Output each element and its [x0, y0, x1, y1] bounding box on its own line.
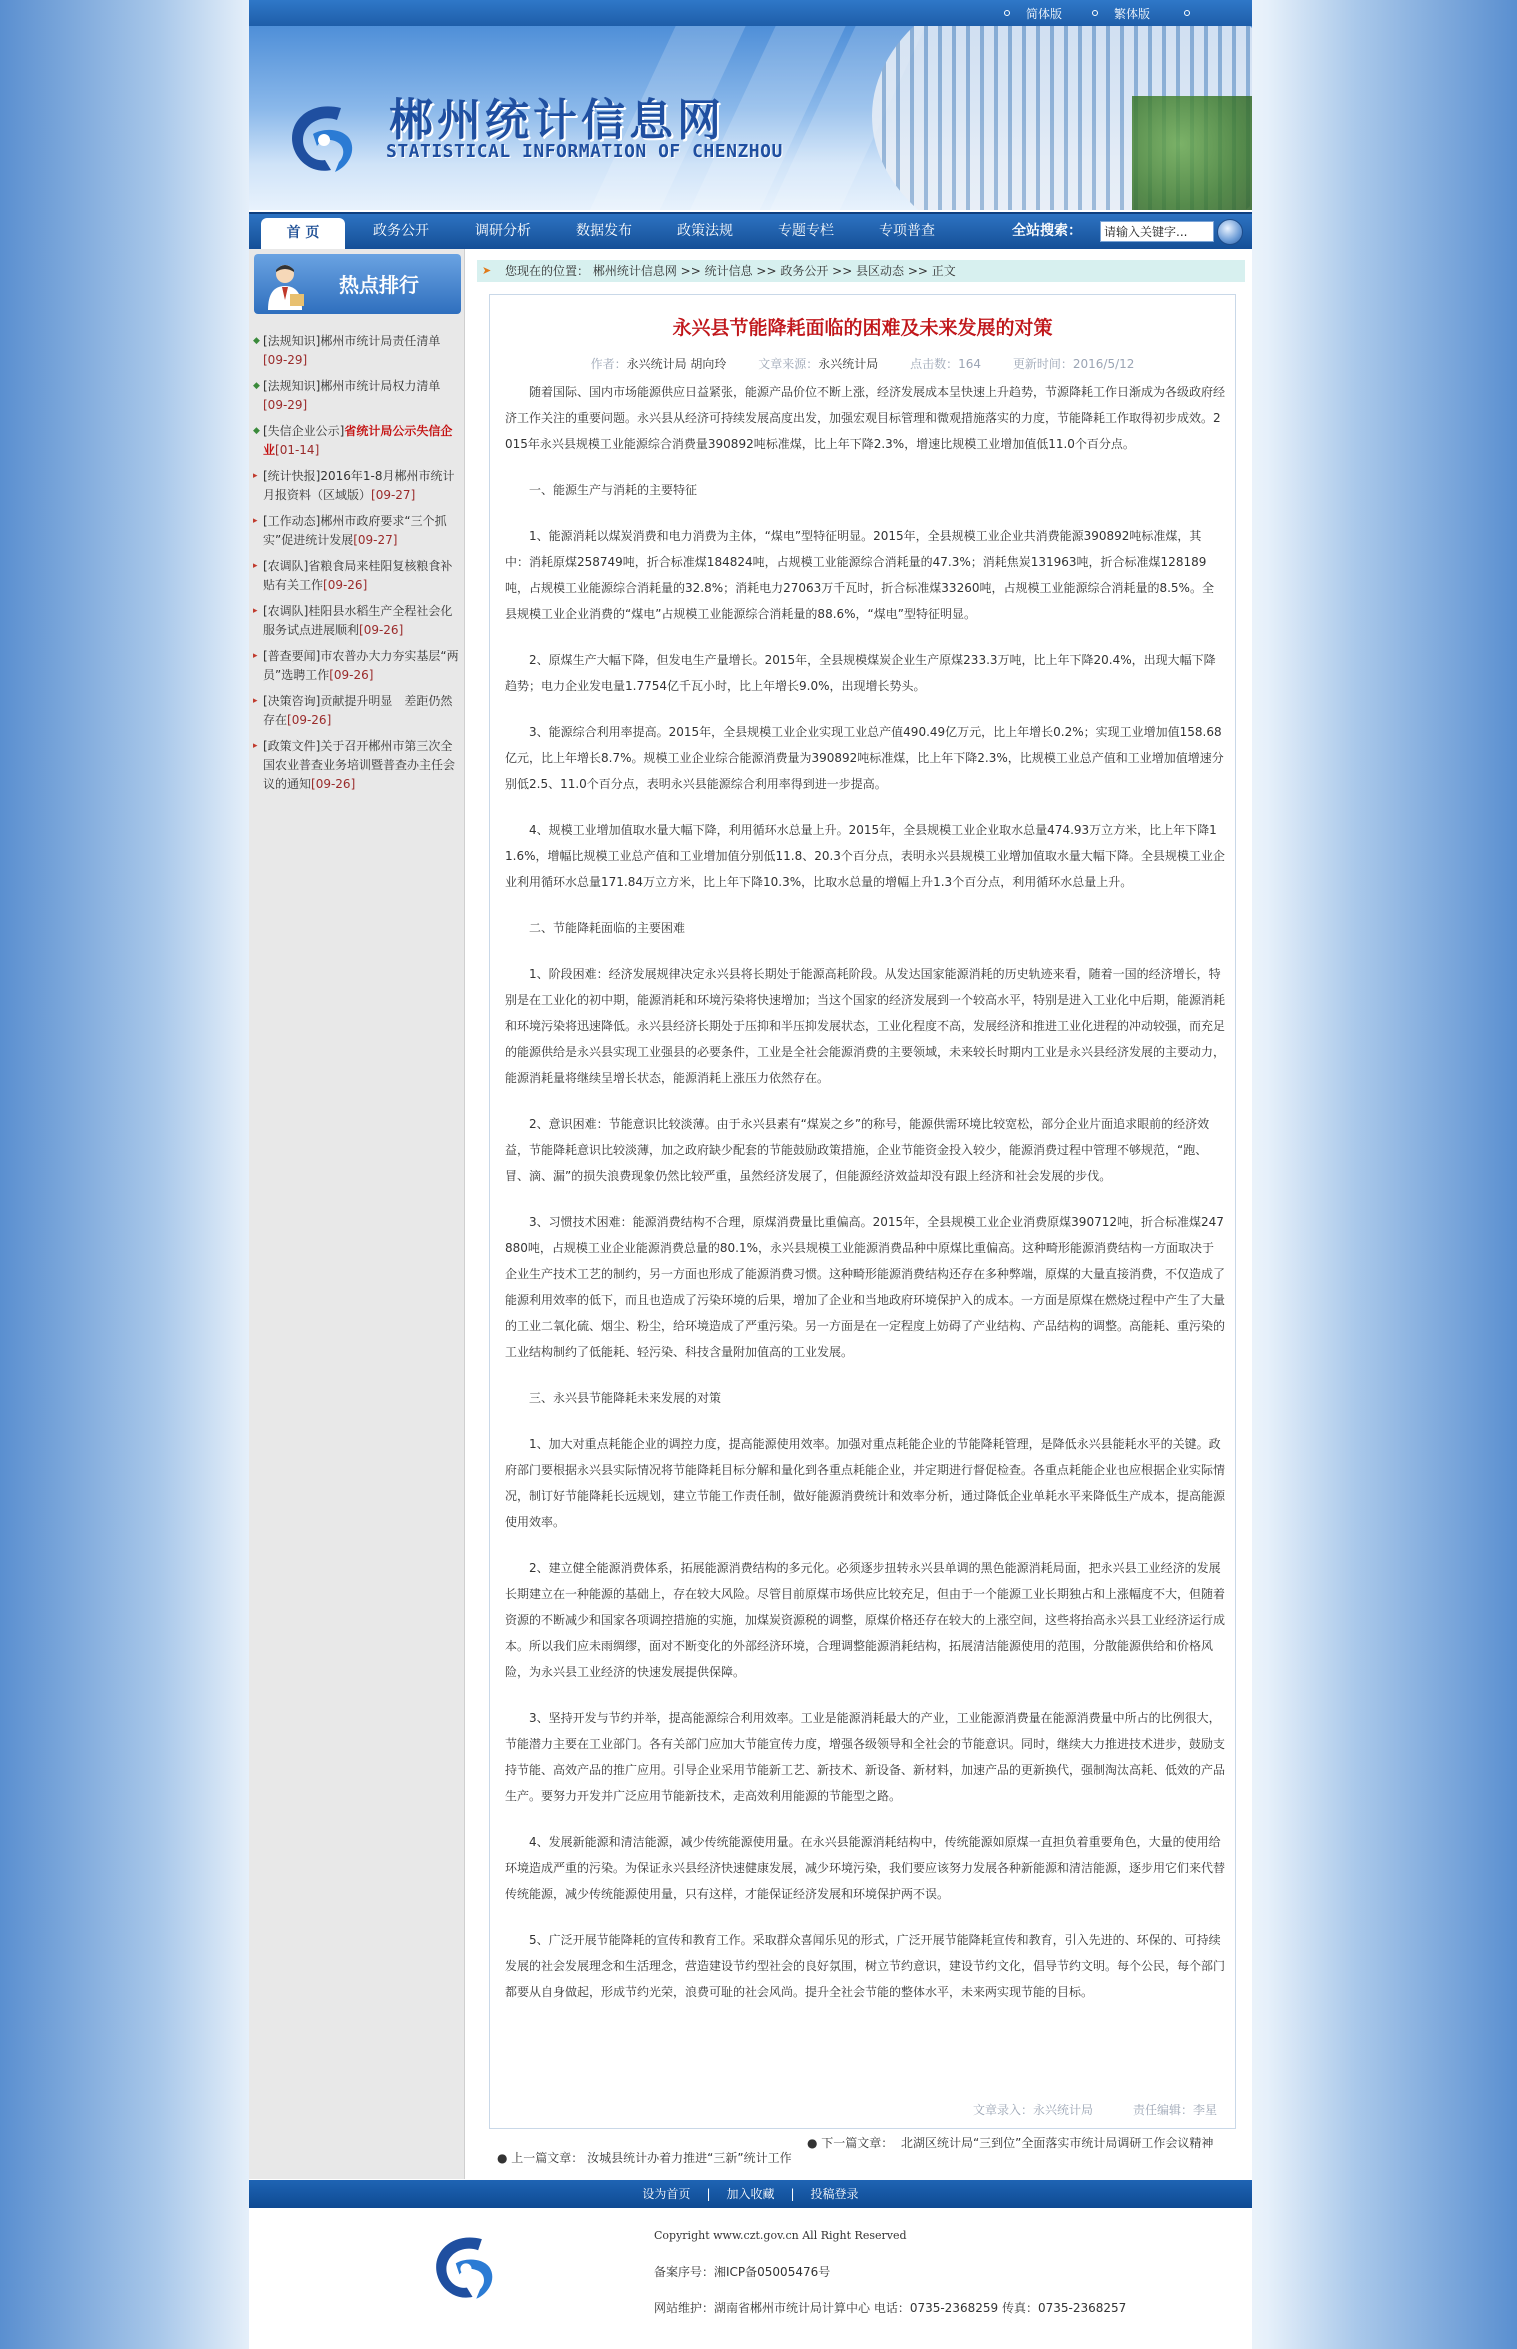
article-title: 永兴县节能降耗面临的困难及未来发展的对策 — [672, 317, 1053, 339]
nav-government-affairs[interactable]: 政务公开 — [373, 223, 429, 239]
section-heading: 一、能源生产与消耗的主要特征 — [529, 483, 698, 497]
bullet-icon: ◆ — [253, 381, 260, 391]
paragraph: 2、意识困难：节能意识比较淡薄。由于永兴县素有“煤炭之乡”的称号，能源供需环境比较宽松，部分企业片面追求眼前的经济效益，节能降耗意识比较淡薄，加之政府缺少配套的节能鼓励政策措施，企业节能资金投入较少，能源消费过程中管理不够规范，“跑、冒、滴、漏”的损失浪费现象仍然比较严重，虽然经济发展了，但能源经济效益却没有跟上经济和社会发展的步伐。 — [505, 1117, 1210, 1183]
article-hits: 164 — [958, 357, 982, 371]
top-strip — [249, 0, 1252, 26]
site-subtitle: STATISTICAL INFORMATION OF CHENZHOU — [386, 141, 783, 162]
paragraph: 2、原煤生产大幅下降，但发电生产量增长。2015年，全县规模煤炭企业生产原煤233.3万吨，比上年下降20.4%，出现大幅下降趋势；电力企业发电量1.7754亿千瓦小时，比上年增长9.0%，出现增长势头。 — [505, 653, 1216, 693]
nav-data-release[interactable]: 数据发布 — [576, 223, 632, 239]
nav-topics[interactable]: 专题专栏 — [778, 223, 834, 239]
search-label: 全站搜索： — [1012, 223, 1082, 239]
nav-policy[interactable]: 政策法规 — [677, 223, 733, 239]
list-item[interactable]: ▸ [普查要闻]市农普办大力夯实基层“两员”选聘工作[09-26] — [253, 649, 459, 682]
page-container — [249, 0, 1252, 2349]
bullet-icon: ▸ — [253, 471, 258, 481]
hot-list — [253, 332, 463, 801]
nav-research[interactable]: 调研分析 — [475, 223, 531, 239]
next-article[interactable]: ● 下一篇文章： 北湖区统计局“三到位”全面落实市统计局调研工作会议精神 — [807, 2136, 1214, 2150]
paragraph: 5、广泛开展节能降耗的宣传和教育工作。采取群众喜闻乐见的形式，广泛开展节能降耗宣传和教育，引入先进的、环保的、可持续发展的社会发展理念和生活理念，营造建设节约型社会的良好氛围，树立节约意识，建设节约文化，倡导节约文明。每个公民，每个部门都要从自身做起，形成节约光荣，浪费可耻的社会风尚。提升全社会节能的整体水平，未来两实现节能的目标。 — [505, 1933, 1226, 1999]
bullet-icon — [1184, 10, 1190, 16]
paragraph: 4、发展新能源和清洁能源，减少传统能源使用量。在永兴县能源消耗结构中，传统能源如原煤一直担负着重要角色，大量的使用给环境造成严重的污染。为保证永兴县经济快速健康发展，减少环境污染，我们要应该努力发展各种新能源和清洁能源，逐步用它们来代替传统能源，减少传统能源使用量，只有这样，才能保证经济发展和环境保护两不误。 — [505, 1835, 1226, 1901]
set-homepage-link[interactable]: 设为首页 — [642, 2187, 691, 2201]
simplified-link[interactable]: 简体版 — [1026, 7, 1063, 21]
article-meta: 作者：永兴统计局 胡向玲 文章来源：永兴统计局 点击数：164 更新时间：2016/5/12 — [590, 357, 1135, 371]
bullet-icon: ▸ — [253, 651, 258, 661]
copyright: Copyright www.czt.gov.cn All Right Reserved — [654, 2229, 907, 2242]
bullet-icon — [1004, 10, 1010, 16]
list-item[interactable]: ◆ [法规知识]郴州市统计局权力清单 [09-29] — [253, 379, 441, 412]
paragraph: 3、能源综合利用率提高。2015年，全县规模工业企业实现工业总产值490.49亿万元，比上年增长0.2%；实现工业增加值158.68亿元，比上年增长8.7%。规模工业企业综合能源消费量为390892吨标准煤，比上年下降2.3%，比规模工业总产值和工业增加值增速分别低2.5、11.0个百分点，表明永兴县能源综合利用率得到进一步提高。 — [505, 725, 1224, 791]
footer-info — [654, 2218, 1126, 2326]
search-input[interactable] — [1100, 221, 1214, 242]
trees-image — [1132, 96, 1252, 210]
hot-ranking-title: 热点排行 — [339, 273, 419, 297]
article-body — [505, 379, 1225, 2025]
prev-next-nav — [489, 2133, 1249, 2173]
list-item[interactable]: ▸ [农调队]桂阳县水稻生产全程社会化服务试点进展顺利[09-26] — [253, 604, 453, 637]
list-item[interactable]: ▸ [工作动态]郴州市政府要求“三个抓实”促进统计发展[09-27] — [253, 514, 447, 547]
article-author: 永兴统计局 胡向玲 — [626, 357, 727, 371]
maintainer: 网站维护：湖南省郴州市统计局计算中心 电话：0735-2368259 传真：0735-2368257 — [654, 2301, 1127, 2315]
nav-census[interactable]: 专项普查 — [879, 223, 935, 239]
article-footer: 文章录入：永兴统计局 责任编辑：李星 — [972, 2103, 1217, 2117]
list-item[interactable]: ▸ [决策咨询]贡献提升明显 差距仍然存在[09-26] — [253, 694, 453, 727]
prev-article[interactable]: ● 上一篇文章： 汝城县统计办着力推进“三新”统计工作 — [497, 2151, 792, 2165]
footer-links: 设为首页 | 加入收藏 | 投稿登录 — [249, 2180, 1252, 2208]
list-item[interactable]: ▸ [统计快报]2016年1-8月郴州市统计月报资料（区域版）[09-27] — [253, 469, 455, 502]
paragraph: 1、能源消耗以煤炭消费和电力消费为主体，“煤电”型特征明显。2015年，全县规模工业企业共消费能源390892吨标准煤，其中：消耗原煤258749吨，折合标准煤184824吨，占规模工业能源综合消耗量的47.3%；消耗焦炭131963吨，折合标准煤128189吨，占规模工业能源综合消耗量的32.8%；消耗电力27063万千瓦时，折合标准煤33260吨，占规模工业能源综合消耗量的8.5%。全县规模工业企业消费的“煤电”占规模工业能源综合消耗量的88.6%，“煤电”型特征明显。 — [505, 529, 1214, 621]
sidebar — [249, 249, 465, 2179]
bullet-icon: ▸ — [253, 741, 258, 751]
paragraph: 3、习惯技术困难：能源消费结构不合理，原煤消费量比重偏高。2015年，全县规模工业企业消费原煤390712吨，折合标准煤247880吨，占规模工业企业能源消费总量的80.1%，永兴县规模工业能源消费品种中原煤比重偏高。这种畸形能源消费结构一方面取决于企业生产技术工艺的制约，另一方面也形成了能源消费习惯。这种畸形能源消费结构还存在多种弊端，原煤的大量直接消费，不仅造成了能源利用效率的低下，而且也造成了污染环境的后果，增加了企业和当地政府环境保护入的成本。一方面是原煤在燃烧过程中产生了大量的工业二氧化硫、烟尘、粉尘，给环境造成了严重污染。另一方面是在一定程度上妨碍了产业结构、产品结构的调整。高能耗、重污染的工业结构制约了低能耗、轻污染、科技含量附加值高的工业发展。 — [505, 1215, 1226, 1359]
bullet-icon: ▸ — [253, 561, 258, 571]
bullet-icon: ◆ — [253, 426, 260, 436]
bullet-icon: ▸ — [253, 606, 258, 616]
list-item[interactable]: ▸ [农调队]省粮食局来桂阳复核粮食补贴有关工作[09-26] — [253, 559, 453, 592]
search-icon[interactable] — [1217, 219, 1243, 245]
paragraph: 4、规模工业增加值取水量大幅下降，利用循环水总量上升。2015年，全县规模工业企业取水总量474.93万立方米，比上年下降11.6%，增幅比规模工业总产值和工业增加值分别低11.8、20.3个百分点，表明永兴县规模工业增加值取水量大幅下降。全县规模工业企业利用循环水总量171.84万立方米，比上年下降10.3%，比取水总量的增幅上升1.3个百分点，利用循环水总量上升。 — [505, 823, 1225, 889]
hot-ranking-header — [254, 254, 461, 314]
breadcrumb-path[interactable]: 郴州统计信息网 >> 统计信息 >> 政务公开 >> 县区动态 >> 正文 — [592, 264, 956, 278]
site-logo-icon — [279, 94, 369, 184]
paragraph: 随着国际、国内市场能源供应日益紧张，能源产品价位不断上涨，经济发展成本呈快速上升趋势，节源降耗工作日渐成为各级政府经济工作关注的重要问题。永兴县从经济可持续发展高度出发，加强宏观目标管理和微观措施落实的力度，节能降耗工作取得初步成效。2015年永兴县规模工业能源综合消费量390892吨标准煤，比上年下降2.3%，增速比规模工业增加值低11.0个百分点。 — [505, 385, 1226, 451]
bullet-icon: ▸ — [253, 696, 258, 706]
article-source: 永兴统计局 — [818, 357, 879, 371]
bullet-icon: ◆ — [253, 336, 260, 346]
icp-number: 备案序号：湘ICP备05005476号 — [654, 2265, 831, 2279]
add-favorite-link[interactable]: 加入收藏 — [726, 2187, 775, 2201]
paragraph: 2、建立健全能源消费体系，拓展能源消费结构的多元化。必须逐步扭转永兴县单调的黑色能源消耗局面，把永兴县工业经济的发展长期建立在一种能源的基础上，存在较大风险。尽管目前原煤市场供应比较充足，但由于一个能源工业长期独占和上涨幅度不大，但随着资源的不断减少和国家各项调控措施的实施，加煤炭资源税的调整，原煤价格还存在较大的上涨空间，这些将抬高永兴县工业经济运行成本。所以我们应未雨绸缪，面对不断变化的外部经济环境，合理调整能源消耗结构，拓展清洁能源使用的范围，分散能源供给和价格风险，为永兴县工业经济的快速发展提供保障。 — [505, 1561, 1226, 1679]
article-updated: 2016/5/12 — [1072, 357, 1135, 371]
section-heading: 三、永兴县节能降耗未来发展的对策 — [529, 1391, 722, 1405]
section-heading: 二、节能降耗面临的主要困难 — [529, 921, 686, 935]
article-editor: 李星 — [1192, 2103, 1217, 2117]
breadcrumb — [477, 260, 1245, 282]
paragraph: 3、坚持开发与节约并举，提高能源综合利用效率。工业是能源消耗最大的产业，工业能源消费量在能源消费量中所占的比例很大，节能潜力主要在工业部门。各有关部门应加大节能宣传力度，增强各级领导和全社会的节能意识。同时，继续大力推进技术进步，鼓励支持节能、高效产品的推广应用。引导企业采用节能新工艺、新技术、新设备、新材料，加速产品的更新换代，强制淘汰高耗、低效的产品生产。要努力开发并广泛应用节能新技术，走高效利用能源的节能型之路。 — [505, 1711, 1226, 1803]
arrow-icon: ➤ — [482, 264, 492, 277]
site-title: 郴州统计信息网 — [389, 95, 725, 146]
bullet-icon: ▸ — [253, 516, 258, 526]
article — [489, 294, 1236, 2129]
submit-login-link[interactable]: 投稿登录 — [810, 2187, 859, 2201]
bullet-icon — [1092, 10, 1098, 16]
nav-home[interactable]: 首 页 — [261, 218, 345, 249]
site-banner — [249, 26, 1252, 210]
footer-logo-icon — [421, 2226, 511, 2310]
person-icon — [262, 260, 308, 310]
paragraph: 1、加大对重点耗能企业的调控力度，提高能源使用效率。加强对重点耗能企业的节能降耗管理，是降低永兴县能耗水平的关键。政府部门要根据永兴县实际情况将节能降耗目标分解和量化到各重点耗能企业，并定期进行督促检查。各重点耗能企业也应根据企业实际情况，制订好节能降耗长远规划，建立节能工作责任制，做好能源消费统计和效率分析，通过降低企业单耗水平来降低生产成本，提高能源使用效率。 — [505, 1437, 1226, 1529]
list-item[interactable]: ◆ [法规知识]郴州市统计局责任清单 [09-29] — [253, 334, 441, 367]
article-entry: 永兴统计局 — [1032, 2103, 1093, 2117]
paragraph: 1、阶段困难：经济发展规律决定永兴县将长期处于能源高耗阶段。从发达国家能源消耗的历史轨迹来看，随着一国的经济增长，特别是在工业化的初中期，能源消耗和环境污染将快速增加；当这个国家的经济发展到一个较高水平，特别是进入工业化中后期，能源消耗和环境污染将迅速降低。永兴县经济长期处于压抑和半压抑发展状态，工业化程度不高，发展经济和推进工业化进程的冲动较强，而充足的能源供给是永兴县实现工业强县的必要条件，工业是全社会能源消费的主要领域，未来较长时期内工业是永兴县经济发展的主要动力，能源消耗量将继续呈增长状态，能源消耗上涨压力依然存在。 — [505, 967, 1226, 1085]
list-item[interactable]: ▸ [政策文件]关于召开郴州市第三次全国农业普查业务培训暨普查办主任会议的通知[09-26] — [253, 739, 456, 791]
list-item[interactable]: ◆ [失信企业公示]省统计局公示失信企业[01-14] — [253, 424, 453, 457]
main-nav — [249, 212, 1252, 249]
breadcrumb-label: 您现在的位置： — [505, 264, 590, 278]
traditional-link[interactable]: 繁体版 — [1114, 7, 1151, 21]
